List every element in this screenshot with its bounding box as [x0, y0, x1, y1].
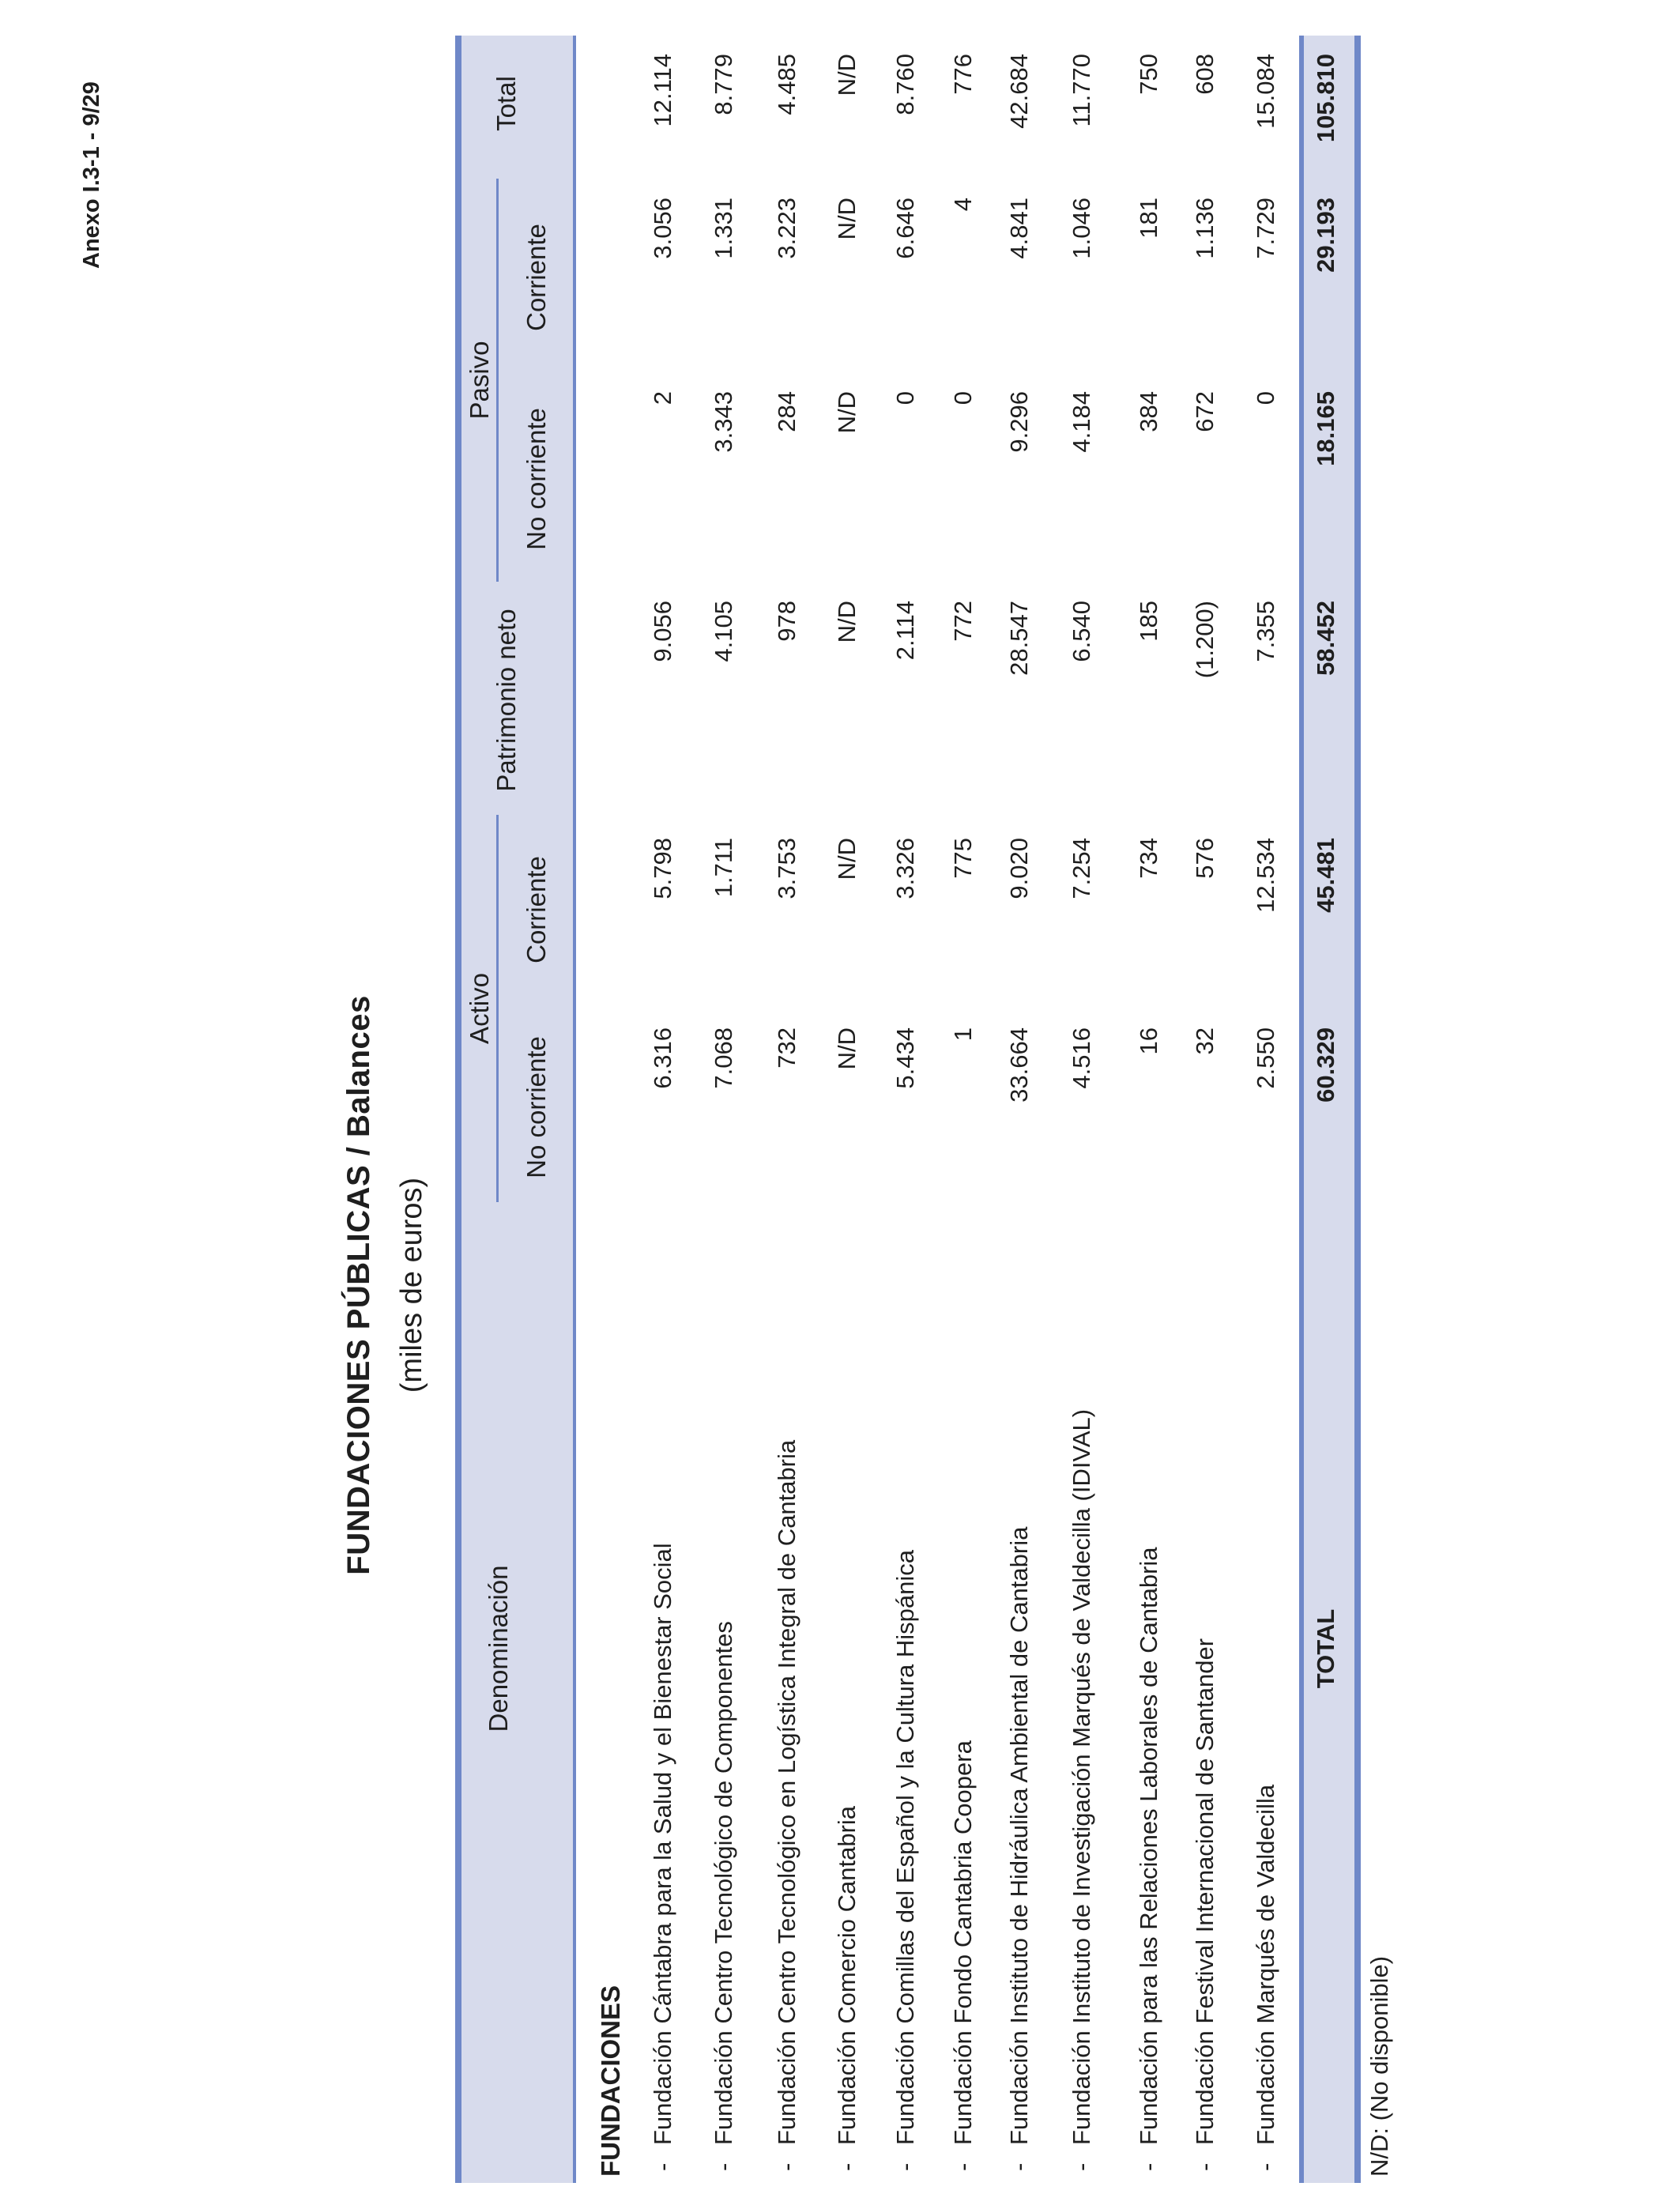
cell-pasivo-c: 4 — [949, 198, 977, 212]
cell-activo-nc: 7.068 — [710, 1027, 737, 1089]
cell-patrimonio: 978 — [773, 601, 800, 642]
row-bullet: - — [1005, 2162, 1033, 2171]
row-name: Fundación Festival Internacional de Santander — [1191, 1638, 1219, 2145]
cell-pasivo-nc: 0 — [1252, 391, 1279, 405]
cell-activo-nc: 16 — [1135, 1027, 1162, 1055]
cell-pasivo-c: 1.331 — [710, 198, 737, 259]
row-bullet: - — [710, 2162, 737, 2171]
cell-patrimonio: 6.540 — [1068, 601, 1095, 662]
activo-group-underline — [496, 815, 499, 1202]
cell-activo-nc: 732 — [773, 1027, 800, 1069]
cell-total: 750 — [1135, 54, 1162, 95]
cell-pasivo-nc: 0 — [891, 391, 919, 405]
cell-patrimonio: 7.355 — [1252, 601, 1279, 662]
cell-activo-nc: 1 — [949, 1027, 977, 1042]
cell-activo-c: 7.254 — [1068, 838, 1095, 899]
cell-patrimonio: 2.114 — [891, 601, 919, 661]
cell-total: 608 — [1191, 54, 1219, 95]
total-pasivo-no-corriente: 18.165 — [1312, 391, 1339, 466]
cell-patrimonio: (1.200) — [1191, 601, 1219, 679]
row-bullet: - — [773, 2162, 800, 2171]
header-denominacion: Denominación — [484, 1565, 513, 1732]
header-activo: Activo — [465, 973, 494, 1044]
cell-activo-c: N/D — [833, 838, 861, 880]
cell-pasivo-nc: 0 — [949, 391, 977, 405]
cell-activo-c: 775 — [949, 838, 977, 879]
cell-activo-nc: 5.434 — [891, 1027, 919, 1089]
cell-pasivo-c: 4.841 — [1005, 198, 1033, 259]
cell-pasivo-nc: N/D — [833, 391, 861, 434]
cell-pasivo-c: 3.223 — [773, 198, 800, 259]
row-bullet: - — [649, 2162, 676, 2171]
footnote: N/D: (No disponible) — [1365, 1955, 1393, 2177]
row-name: Fundación Comillas del Español y la Cultura Hispánica — [891, 1550, 919, 2145]
row-name: Fundación Centro Tecnológico en Logística Integral de Cantabria — [773, 1439, 800, 2145]
row-bullet: - — [1068, 2162, 1095, 2171]
cell-total: 15.084 — [1252, 54, 1279, 129]
cell-activo-nc: 32 — [1191, 1027, 1219, 1055]
cell-activo-nc: 33.664 — [1005, 1027, 1033, 1103]
cell-activo-c: 12.534 — [1252, 838, 1279, 913]
cell-pasivo-c: N/D — [833, 198, 861, 240]
row-name: Fundación Instituto de Hidráulica Ambiental de Cantabria — [1005, 1526, 1033, 2145]
row-name: Fundación Centro Tecnológico de Componentes — [710, 1621, 737, 2145]
cell-activo-nc: N/D — [833, 1027, 861, 1070]
header-bottom-rule — [573, 36, 576, 2183]
header-total: Total — [492, 76, 521, 131]
cell-total: N/D — [833, 54, 861, 96]
row-name: Fundación Marqués de Valdecilla — [1252, 1784, 1279, 2145]
row-bullet: - — [1191, 2162, 1219, 2171]
cell-total: 8.760 — [891, 54, 919, 115]
cell-pasivo-nc: 3.343 — [710, 391, 737, 453]
cell-total: 8.779 — [710, 54, 737, 115]
cell-total: 12.114 — [649, 54, 676, 127]
cell-pasivo-nc: 2 — [649, 391, 676, 405]
cell-pasivo-c: 1.046 — [1068, 198, 1095, 259]
row-bullet: - — [833, 2162, 861, 2171]
cell-pasivo-nc: 384 — [1135, 391, 1162, 432]
cell-activo-c: 576 — [1191, 838, 1219, 879]
total-total: 105.810 — [1312, 54, 1339, 143]
cell-activo-nc: 2.550 — [1252, 1027, 1279, 1089]
header-pasivo: Pasivo — [465, 341, 494, 420]
cell-activo-nc: 6.316 — [649, 1027, 676, 1089]
cell-activo-c: 3.753 — [773, 838, 800, 899]
section-heading: FUNDACIONES — [596, 1985, 625, 2177]
row-bullet: - — [949, 2162, 977, 2171]
header-activo-corriente: Corriente — [522, 856, 551, 963]
cell-patrimonio: N/D — [833, 601, 861, 643]
cell-patrimonio: 9.056 — [649, 601, 676, 662]
cell-activo-c: 5.798 — [649, 838, 676, 899]
cell-activo-c: 9.020 — [1005, 838, 1033, 899]
cell-total: 776 — [949, 54, 977, 95]
header-activo-no-corriente: No corriente — [522, 1036, 551, 1178]
row-name: Fundación Comercio Cantabria — [833, 1805, 861, 2145]
total-top-rule — [1299, 36, 1304, 2183]
total-pasivo-corriente: 29.193 — [1312, 198, 1339, 273]
cell-patrimonio: 185 — [1135, 601, 1162, 642]
cell-activo-c: 3.326 — [891, 838, 919, 899]
total-bottom-rule — [1354, 36, 1361, 2183]
cell-patrimonio: 772 — [949, 601, 977, 642]
cell-activo-nc: 4.516 — [1068, 1027, 1095, 1089]
annex-label: Anexo I.3-1 - 9/29 — [79, 81, 104, 269]
header-patrimonio-neto: Patrimonio neto — [492, 609, 521, 792]
cell-patrimonio: 4.105 — [710, 601, 737, 662]
page-subtitle: (miles de euros) — [395, 1177, 428, 1393]
total-activo-no-corriente: 60.329 — [1312, 1027, 1339, 1103]
row-name: Fundación Cántabra para la Salud y el Bienestar Social — [649, 1543, 676, 2145]
cell-activo-c: 1.711 — [710, 838, 737, 898]
cell-total: 4.485 — [773, 54, 800, 115]
row-name: Fundación para las Relaciones Laborales de Cantabria — [1135, 1547, 1162, 2145]
total-label: TOTAL — [1312, 1608, 1339, 1689]
cell-total: 42.684 — [1005, 54, 1033, 129]
header-pasivo-corriente: Corriente — [522, 224, 551, 331]
row-name: Fundación Fondo Cantabria Coopera — [949, 1740, 977, 2145]
row-bullet: - — [891, 2162, 919, 2171]
cell-pasivo-c: 1.136 — [1191, 198, 1219, 259]
cell-pasivo-nc: 284 — [773, 391, 800, 432]
header-pasivo-no-corriente: No corriente — [522, 408, 551, 550]
row-name: Fundación Instituto de Investigación Marqués de Valdecilla (IDIVAL) — [1068, 1408, 1095, 2145]
cell-pasivo-c: 6.646 — [891, 198, 919, 259]
page-title: FUNDACIONES PÚBLICAS / Balances — [341, 995, 376, 1575]
cell-pasivo-c: 181 — [1135, 198, 1162, 239]
cell-patrimonio: 28.547 — [1005, 601, 1033, 676]
table-top-rule — [455, 36, 461, 2183]
cell-pasivo-nc: 9.296 — [1005, 391, 1033, 453]
cell-pasivo-c: 3.056 — [649, 198, 676, 259]
cell-total: 11.770 — [1068, 54, 1095, 127]
total-activo-corriente: 45.481 — [1312, 838, 1339, 913]
pasivo-group-underline — [496, 179, 499, 582]
row-bullet: - — [1252, 2162, 1279, 2171]
total-patrimonio: 58.452 — [1312, 601, 1339, 676]
cell-pasivo-nc: 672 — [1191, 391, 1219, 432]
cell-pasivo-c: 7.729 — [1252, 198, 1279, 259]
row-bullet: - — [1135, 2162, 1162, 2171]
cell-activo-c: 734 — [1135, 838, 1162, 879]
cell-pasivo-nc: 4.184 — [1068, 391, 1095, 453]
